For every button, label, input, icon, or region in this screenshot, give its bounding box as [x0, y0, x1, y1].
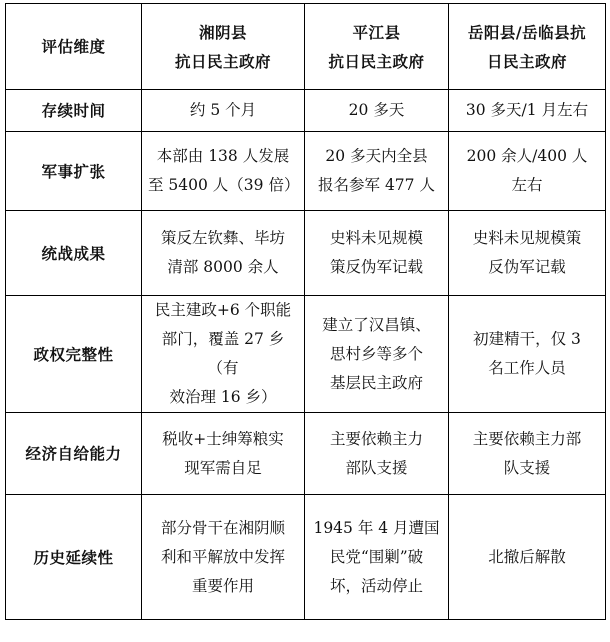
cell-line: 北撤后解散: [488, 547, 566, 566]
cell-line: 民党“围剿”破: [329, 547, 424, 566]
cell-yueyang: [449, 296, 606, 413]
cell-line: 现军需自足: [184, 458, 262, 477]
cell-line: 30 多天/1 月左右: [465, 101, 589, 119]
cell-pingjiang: [305, 90, 449, 132]
row-dimension-label: 军事扩张: [41, 161, 106, 181]
row-dimension: [6, 90, 142, 132]
cell-line: 本部由 138 人发展: [156, 147, 290, 165]
comparison-table: [5, 3, 606, 620]
cell-line: 建立了汉昌镇、: [322, 315, 431, 334]
row-dimension-label: 经济自给能力: [25, 444, 122, 463]
cell-xiangyin: [142, 90, 305, 132]
cell-line: 200 余人/400 人: [466, 147, 588, 165]
table-row: [6, 296, 606, 413]
header-pingjiang: [305, 4, 449, 90]
cell-line: 税收+士绅筹粮实: [162, 429, 284, 448]
cell-yueyang: [449, 495, 606, 620]
cell-line: 策反伪军记载: [329, 258, 423, 276]
cell-line: 1945 年 4 月遭国: [313, 518, 440, 537]
cell-line: 策反左钦彝、毕坊: [160, 229, 285, 247]
cell-line: 至 5400 人（39 倍）: [148, 176, 300, 194]
header-xiangyin-line-2: 抗日民主政府: [174, 51, 271, 71]
cell-line: 主要依赖主力: [329, 429, 423, 448]
cell-pingjiang: [305, 296, 449, 413]
cell-pingjiang: [305, 211, 449, 296]
cell-line: 史料未见规模: [329, 229, 423, 247]
header-pingjiang-line-1: 平江县: [352, 22, 401, 42]
row-dimension: [6, 132, 142, 211]
header-yueyang: [449, 4, 606, 90]
cell-line: 民主建政+6 个职能: [154, 301, 292, 319]
cell-line: 坏，活动停止: [329, 576, 423, 595]
header-pingjiang-line-2: 抗日民主政府: [328, 51, 425, 71]
table-row: [6, 495, 606, 620]
row-dimension-label: 存续时间: [41, 101, 106, 120]
table-row: [6, 211, 606, 296]
cell-line: 队支援: [503, 458, 551, 477]
cell-pingjiang: [305, 132, 449, 211]
table-row: [6, 132, 606, 211]
row-dimension-label: 历史延续性: [33, 547, 114, 567]
cell-line: 效治理 16 乡）: [169, 388, 277, 406]
cell-line: 部分骨干在湘阴顺: [160, 518, 285, 537]
cell-line: 左右: [511, 176, 543, 194]
cell-xiangyin: [142, 211, 305, 296]
row-dimension: [6, 495, 142, 620]
row-dimension: [6, 413, 142, 495]
cell-xiangyin: [142, 132, 305, 211]
cell-yueyang: [449, 211, 606, 296]
cell-pingjiang: [305, 413, 449, 495]
cell-line: 主要依赖主力部: [472, 429, 582, 448]
cell-line: 史料未见规模策: [472, 229, 582, 247]
row-dimension: [6, 296, 142, 413]
table-row: [6, 413, 606, 495]
cell-xiangyin: [142, 495, 305, 620]
cell-line: 清部 8000 余人: [167, 258, 279, 276]
row-dimension-label: 政权完整性: [33, 344, 114, 364]
cell-xiangyin: [142, 296, 305, 413]
cell-line: 基层民主政府: [329, 373, 423, 392]
cell-yueyang: [449, 132, 606, 211]
row-dimension: [6, 211, 142, 296]
header-yueyang-line-1: 岳阳县/岳临县抗: [467, 22, 587, 42]
cell-line: 反伪军记载: [488, 258, 566, 276]
header-row: [6, 4, 606, 90]
cell-xiangyin: [142, 413, 305, 495]
cell-line: 重要作用: [191, 576, 254, 595]
row-dimension-label: 统战成果: [41, 243, 106, 263]
header-yueyang-line-2: 日民主政府: [486, 51, 567, 71]
header-xiangyin: [142, 4, 305, 90]
cell-line: 部队支援: [345, 458, 408, 477]
cell-line: 部门，覆盖 27 乡（有: [161, 330, 285, 377]
cell-line: 20 多天内全县: [325, 147, 428, 165]
cell-line: 报名参军 477 人: [318, 176, 435, 194]
cell-yueyang: [449, 413, 606, 495]
cell-yueyang: [449, 90, 606, 132]
cell-line: 初建精干，仅 3: [473, 330, 581, 348]
table-row: [6, 90, 606, 132]
header-dimension: [6, 4, 142, 90]
cell-line: 利和平解放中发挥: [160, 547, 285, 566]
cell-line: 约 5 个月: [189, 101, 257, 119]
cell-line: 名工作人员: [488, 359, 566, 377]
cell-line: 思村乡等多个: [329, 344, 423, 363]
header-xiangyin-line-1: 湘阴县: [198, 22, 247, 42]
header-dimension-label: 评估维度: [41, 37, 106, 56]
cell-pingjiang: [305, 495, 449, 620]
cell-line: 20 多天: [348, 101, 405, 119]
